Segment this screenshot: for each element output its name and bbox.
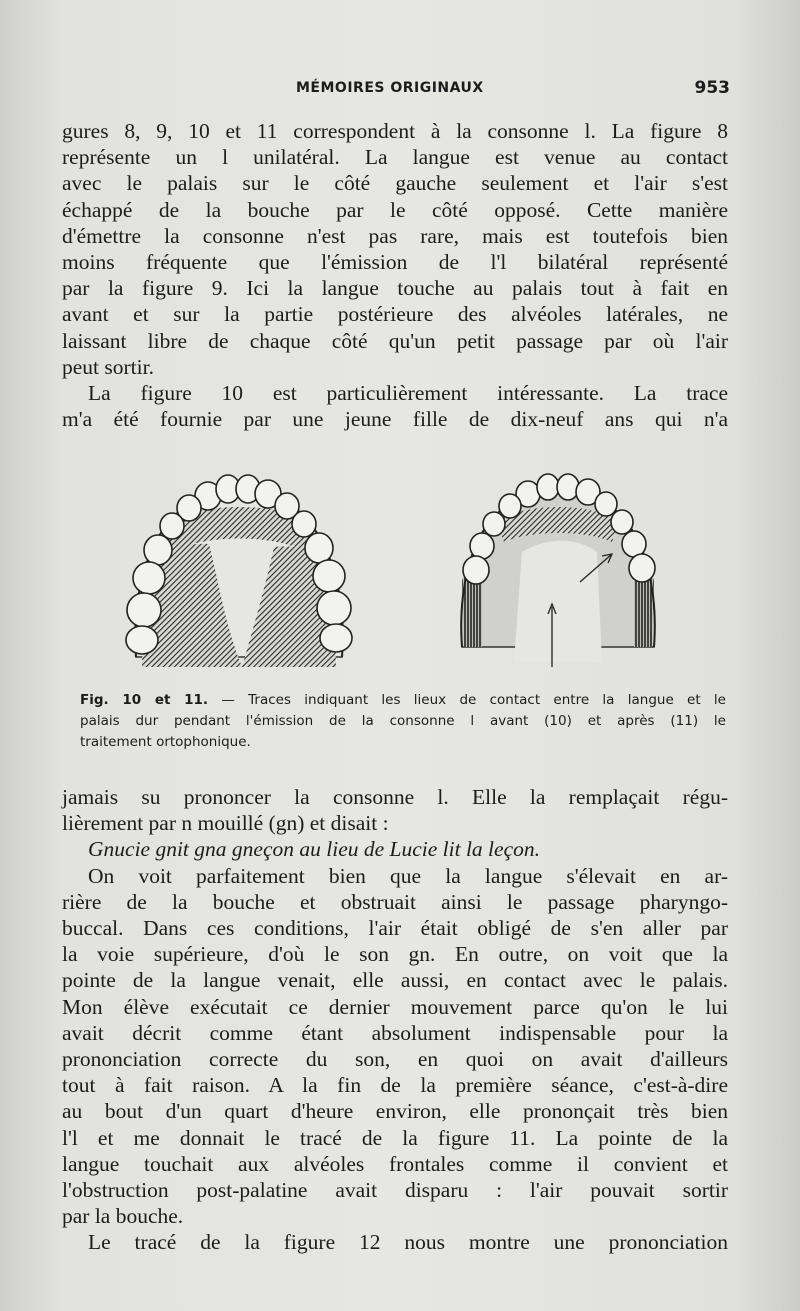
text-line: Mon élève exécutait ce dernier mouvement parce qu'on le lui — [62, 994, 728, 1019]
text-line: jamais su prononcer la consonne l. Elle la remplaçait régu- — [62, 785, 728, 809]
text-line: par la figure 9. Ici la langue touche au palais tout à fait en — [62, 276, 728, 301]
text-line: d'émettre la consonne n'est pas rare, mais est toutefois bien — [62, 223, 728, 248]
text-line: buccal. Dans ces conditions, l'air était obligé de s'en aller par — [62, 916, 728, 941]
caption-line — [80, 690, 726, 711]
text-line: l'obstruction post-palatine avait disparu : l'air pouvait sortir — [62, 1178, 728, 1203]
text-line: avant et sur la partie postérieure des alvéoles latérales, ne — [62, 302, 728, 327]
text-line: par la bouche. — [62, 1204, 184, 1229]
text-line: peut sortir. — [62, 354, 154, 379]
page-header — [60, 78, 730, 106]
text-line: avait décrit comme étant absolument indispensable pour la — [62, 1020, 728, 1045]
text-line: rière de la bouche et obstruait ainsi le passage pharyngo- — [62, 889, 728, 914]
palate-figure-10 — [124, 462, 354, 680]
caption-line: palais dur pendant l'émission de la consonne l avant (10) et après (11) le — [80, 713, 726, 729]
text-line: On voit parfaitement bien que la langue s'élevait en ar- — [88, 863, 728, 888]
text-line: prononciation correcte du son, en quoi on avait d'ailleurs — [62, 1047, 728, 1072]
text-block-top — [62, 118, 728, 432]
text-line: m'a été fournie par une jeune fille de dix-neuf ans qui n'a — [62, 407, 728, 432]
text-line: au bout d'un quart d'heure environ, elle prononçait très bien — [62, 1099, 728, 1124]
text-line: Le tracé de la figure 12 nous montre une prononciation — [88, 1230, 728, 1255]
caption-line: traitement ortophonique. — [80, 734, 251, 750]
text-line: avec le palais sur le côté gauche seulement et l'air s'est — [62, 171, 728, 196]
running-title: MÉMOIRES ORIGINAUX — [296, 80, 484, 96]
text-line: échappé de la bouche par le côté opposé. Cette manière — [62, 197, 728, 222]
text-block-bottom — [62, 784, 728, 1256]
text-line: lièrement par n mouillé (gn) et disait : — [62, 811, 389, 836]
text-line: gures 8, 9, 10 et 11 correspondent à la consonne l. La figure 8 — [62, 119, 728, 143]
caption-label: Fig. 10 et 11. — [80, 692, 209, 708]
text-line: langue touchait aux alvéoles frontales comme il convient et — [62, 1151, 728, 1176]
text-line: moins fréquente que l'émission de l'l bilatéral représenté — [62, 250, 728, 275]
text-line: pointe de la langue venait, elle aussi, en contact avec le palais. — [62, 968, 728, 993]
text-line-italic-example — [62, 836, 728, 862]
text-line: représente un l unilatéral. La langue est venue au contact — [62, 145, 728, 170]
text-line: laissant libre de chaque côté qu'un petit passage par où l'air — [62, 328, 728, 353]
text-line: tout à fait raison. A la fin de la première séance, c'est-à-dire — [62, 1073, 728, 1098]
text-line: l'l et me donnait le tracé de la figure 11. La pointe de la — [62, 1125, 728, 1150]
palate-figure-11 — [452, 462, 664, 674]
figure-caption — [80, 690, 726, 753]
page-number: 953 — [694, 78, 730, 98]
text-line: la voie supérieure, d'où le son gn. En outre, on voit que la — [62, 942, 728, 967]
example-sentence: Gnucie gnit gna gneçon au lieu de Lucie lit la leçon. — [88, 837, 540, 862]
caption-text: — Traces indiquant les lieux de contact entre la langue et le — [208, 692, 726, 708]
text-line: La figure 10 est particulièrement intéressante. La trace — [88, 381, 728, 406]
